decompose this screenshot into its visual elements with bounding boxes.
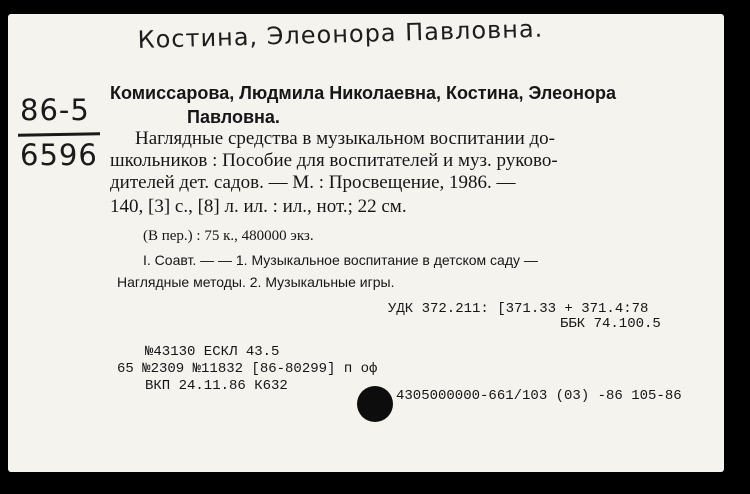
author-line-1: Комиссарова, Людмила Николаевна, Костина, Элеонора bbox=[110, 83, 616, 103]
punch-hole bbox=[357, 386, 393, 422]
code-line: 4305000000-661/103 (03) -86 105-86 bbox=[396, 388, 682, 404]
price-line: (В пер.) : 75 к., 480000 экз. bbox=[143, 228, 314, 244]
call-number-bottom: 6596 bbox=[20, 138, 98, 172]
call-number-top: 86-5 bbox=[20, 93, 90, 127]
author-line-2: Павловна. bbox=[187, 107, 280, 127]
catalog-line-3: ВКП 24.11.86 К632 bbox=[145, 378, 288, 394]
description-line-3: дителей дет. садов. — М. : Просвещение, 1986. — bbox=[110, 172, 516, 193]
subjects-line-1: I. Соавт. — — 1. Музыкальное воспитание в детском саду — bbox=[143, 252, 538, 268]
subjects-line-2: Наглядные методы. 2. Музыкальные игры. bbox=[117, 274, 395, 290]
description-line-2: школьников : Пособие для воспитателей и муз. руково- bbox=[110, 150, 558, 171]
catalog-line-2: 65 №2309 №11832 [86-80299] п оф bbox=[117, 361, 378, 377]
description-line-4: 140, [3] с., [8] л. ил. : ил., нот.; 22 см. bbox=[110, 196, 407, 217]
udk-line: УДК 372.211: [371.33 + 371.4:78 bbox=[388, 301, 649, 317]
bbk-line: ББК 74.100.5 bbox=[560, 316, 661, 332]
description-line-1: Наглядные средства в музыкальном воспитании до- bbox=[135, 128, 555, 149]
catalog-line-1: №43130 ЕСКЛ 43.5 bbox=[145, 344, 280, 360]
handwritten-heading: Костина, Элеонора Павловна. bbox=[137, 14, 544, 54]
